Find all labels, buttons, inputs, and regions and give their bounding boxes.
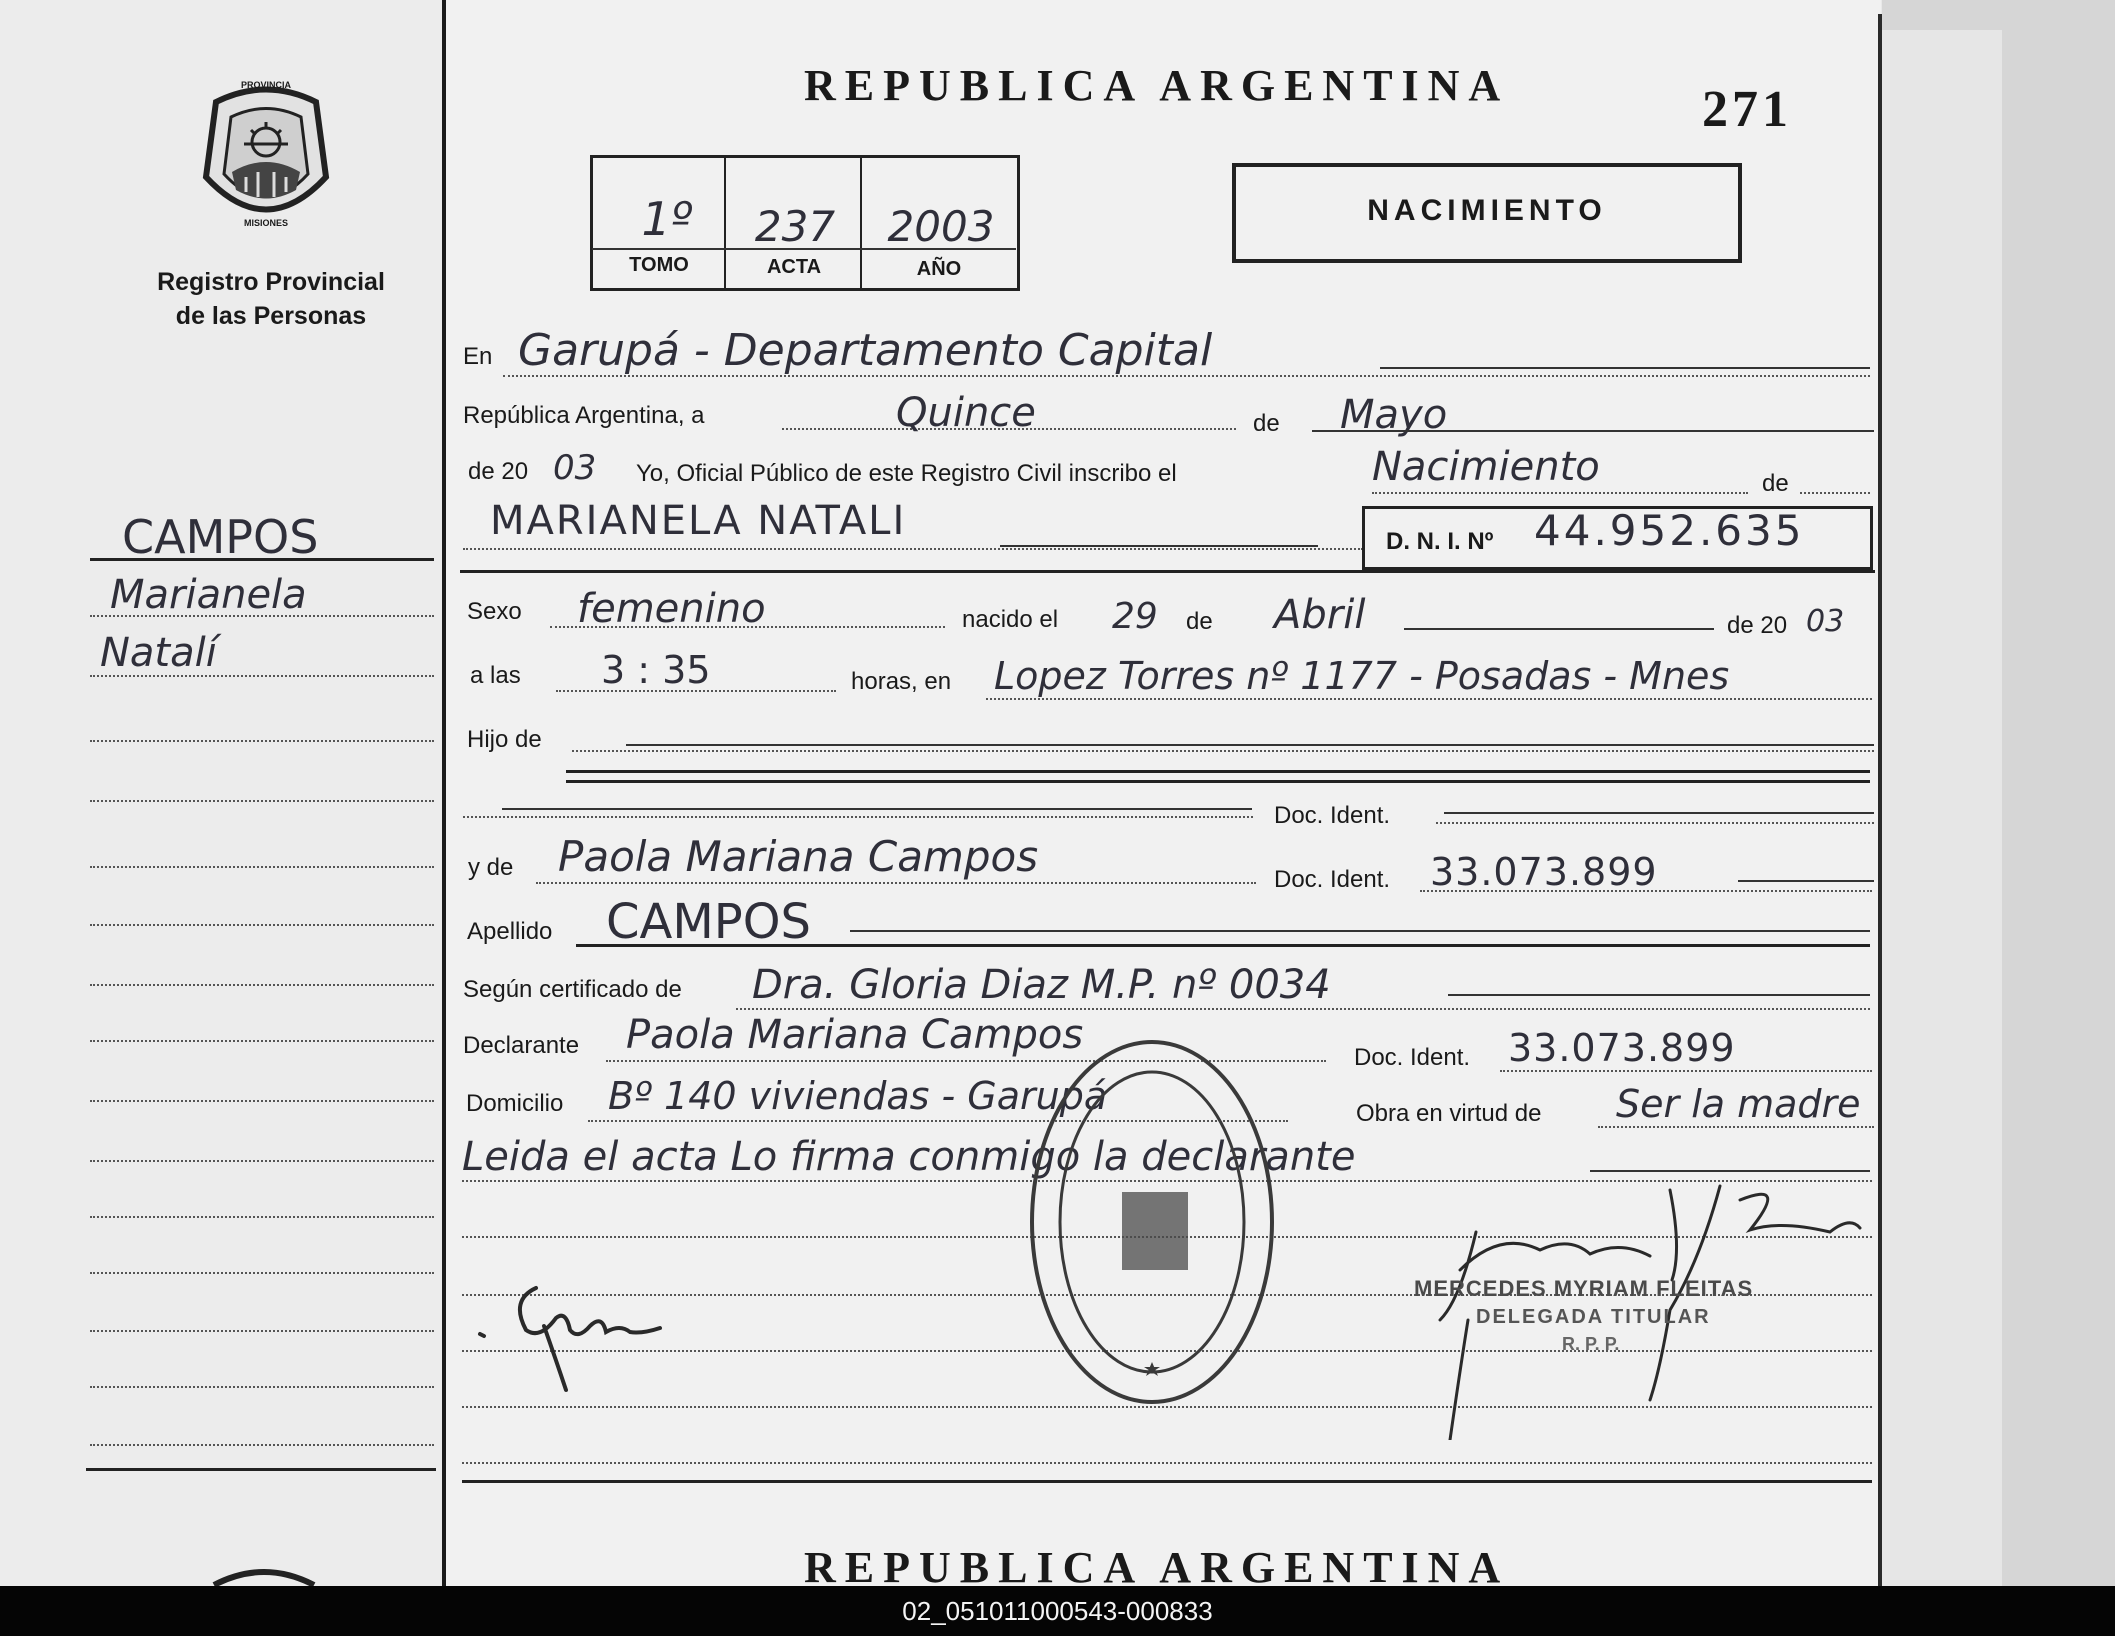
cert-value: Dra. Gloria Diaz M.P. nº 0034 [752, 962, 1331, 1008]
birth-time: 3 : 35 [601, 648, 711, 692]
margin-line [90, 1216, 434, 1218]
mother-doc: 33.073.899 [1430, 850, 1658, 894]
country-heading: REPUBLICA ARGENTINA [804, 61, 1510, 110]
birth-year-suffix: 03 [1806, 604, 1845, 639]
form-line [556, 690, 836, 692]
margin-line [90, 740, 434, 742]
form-line [1598, 1126, 1874, 1128]
next-page-edge [1882, 30, 2002, 1586]
margin-line [90, 1160, 434, 1162]
nacido-label: nacido el [962, 606, 1059, 633]
margin-given-name-1: Marianela [110, 572, 307, 618]
official-org: R. P. P. [1562, 1334, 1620, 1354]
registry-name-line1: Registro Provincial [157, 268, 385, 296]
mother-name: Paola Mariana Campos [558, 832, 1039, 881]
form-line [1738, 880, 1874, 882]
ano-value: 2003 [887, 202, 995, 251]
registry-seal [1030, 1040, 1274, 1404]
margin-line [90, 1330, 434, 1332]
hijo-label: Hijo de [467, 726, 542, 753]
birth-day: 29 [1112, 596, 1158, 637]
margin-line [90, 615, 434, 617]
form-line [1404, 628, 1714, 630]
acta-value: 237 [754, 202, 836, 251]
image-caption: 02_051011000543-000833 [0, 1586, 2115, 1636]
act-kind: Nacimiento [1372, 444, 1600, 490]
remarks: Leida el acta Lo firma conmigo la declarante [462, 1134, 1356, 1180]
form-line [1372, 492, 1748, 494]
form-line [550, 626, 945, 628]
margin-surname-rule [90, 558, 434, 561]
month-value: Mayo [1340, 392, 1448, 438]
form-line [1312, 430, 1874, 432]
registry-logo [196, 82, 336, 232]
acta-label: ACTA [766, 256, 822, 278]
margin-line [90, 866, 434, 868]
form-line [536, 882, 1256, 884]
registry-name-line2: de las Personas [175, 302, 367, 330]
form-line [1444, 812, 1874, 814]
index-box-separator [860, 158, 862, 288]
doc-ident-label: Doc. Ident. [1274, 802, 1391, 829]
next-record-country-heading: REPUBLICA ARGENTINA [804, 1543, 1510, 1586]
form-arrow-line [1000, 545, 1318, 547]
form-line [1380, 367, 1870, 369]
yde-label: y de [468, 854, 514, 881]
year-suffix: 03 [553, 448, 597, 488]
form-line [566, 770, 1870, 773]
birth-month: Abril [1274, 592, 1366, 638]
form-arrow-line [502, 808, 1252, 810]
horas-label: horas, en [851, 668, 952, 695]
form-line [566, 780, 1870, 783]
form-line [736, 1008, 1870, 1010]
obra-value: Ser la madre [1616, 1082, 1861, 1126]
margin-given-name-2: Natalí [100, 630, 217, 676]
apellido-value: CAMPOS [606, 894, 811, 950]
yo-oficial-label: Yo, Oficial Público de este Registro Civil inscribo el [636, 460, 1177, 487]
sexo-label: Sexo [467, 598, 522, 625]
margin-bottom-rule [86, 1468, 436, 1471]
dni-value: 44.952.635 [1534, 506, 1805, 555]
margin-line [90, 1386, 434, 1388]
official-title: DELEGADA TITULAR [1476, 1306, 1711, 1328]
tomo-value: 1º [641, 192, 693, 246]
form-line [1500, 1070, 1872, 1072]
margin-line [90, 1444, 434, 1446]
form-line [1420, 890, 1872, 892]
registry-logo-bottom-text: MISIONES [243, 218, 288, 228]
margin-line [90, 984, 434, 986]
form-line [626, 744, 1874, 746]
dni-label: D. N. I. Nº [1386, 528, 1494, 555]
form-line [576, 944, 1870, 947]
form-line [503, 375, 1870, 377]
obra-label: Obra en virtud de [1356, 1100, 1542, 1127]
de-label: de [1253, 410, 1280, 437]
form-line [462, 1462, 1872, 1464]
year-prefix: de 20 [468, 458, 529, 485]
form-line [1448, 994, 1870, 996]
form-line [850, 930, 1870, 932]
form-line [1436, 822, 1874, 824]
form-line [572, 750, 1874, 752]
child-name: MARIANELA NATALI [490, 498, 907, 544]
alas-label: a las [470, 662, 521, 689]
domicilio-label: Domicilio [466, 1090, 564, 1117]
domicilio-value: Bº 140 viviendas - Garupá [608, 1074, 1108, 1118]
record-type: NACIMIENTO [1367, 194, 1607, 227]
doc-ident-label-3: Doc. Ident. [1354, 1044, 1471, 1071]
day-in-words: Quince [896, 390, 1036, 436]
de-label-2: de [1762, 470, 1789, 497]
margin-line [90, 1100, 434, 1102]
form-line [463, 548, 1363, 550]
doc-ident-label-2: Doc. Ident. [1274, 866, 1391, 893]
serial-number: 271 [1702, 81, 1792, 138]
declarant-signature [470, 1270, 710, 1400]
apellido-label: Apellido [467, 918, 553, 945]
republica-label: República Argentina, a [463, 402, 705, 429]
cert-label: Según certificado de [463, 976, 682, 1003]
margin-line [90, 1040, 434, 1042]
section-bottom-rule [462, 1480, 1872, 1483]
form-line [1800, 492, 1870, 494]
left-margin-panel [0, 0, 440, 1586]
form-line [463, 816, 1253, 818]
form-line [986, 698, 1872, 700]
sexo-value: femenino [577, 586, 766, 632]
section-rule [460, 570, 1875, 573]
margin-line [90, 1272, 434, 1274]
declarante-value: Paola Mariana Campos [626, 1012, 1084, 1058]
margin-line [90, 924, 434, 926]
margin-line [90, 675, 434, 677]
official-name: MERCEDES MYRIAM FLEITAS [1414, 1276, 1754, 1301]
birth-year-prefix: de 20 [1727, 612, 1788, 639]
birth-place: Lopez Torres nº 1177 - Posadas - Mnes [994, 654, 1730, 698]
margin-surname: CAMPOS [122, 510, 319, 564]
margin-line [90, 800, 434, 802]
tomo-label: TOMO [629, 254, 689, 276]
declarante-label: Declarante [463, 1032, 580, 1059]
en-label: En [463, 343, 493, 370]
place-value: Garupá - Departamento Capital [518, 325, 1213, 376]
index-box-separator [724, 158, 726, 288]
registry-logo-next-page [206, 1565, 322, 1586]
de-label-3: de [1186, 608, 1213, 635]
official-signature [1420, 1170, 1880, 1440]
registry-logo-top-text: PROVINCIA [240, 80, 291, 90]
declarante-doc: 33.073.899 [1508, 1026, 1736, 1070]
ano-label: AÑO [916, 258, 962, 280]
